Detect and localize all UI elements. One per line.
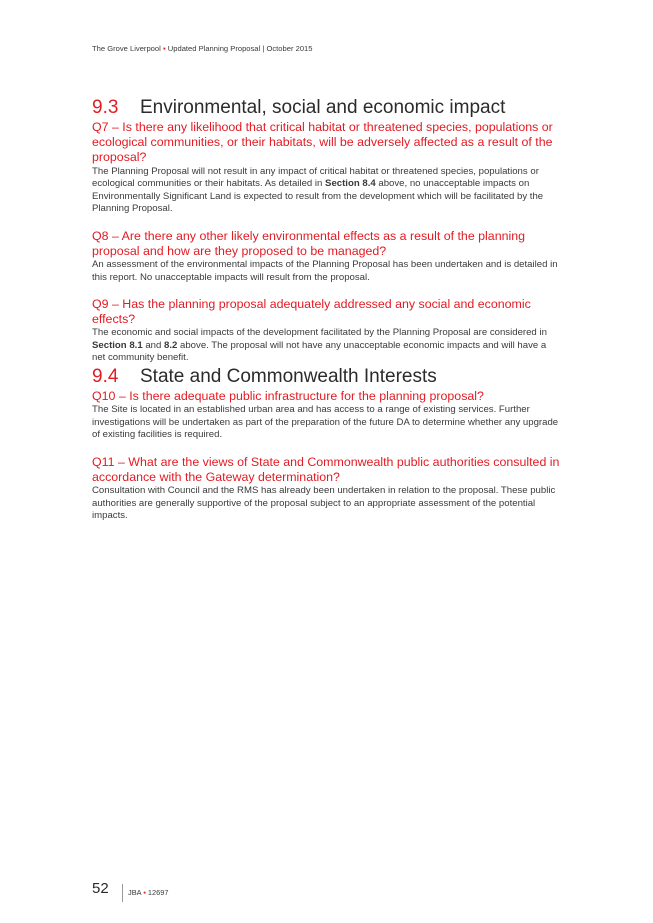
answer-q10: The Site is located in an established urban area and has access to a range of existing services. Further investigations will be undertaken as part of the preparation of the future DA to determine whether any upgrade of existing facilities is required.	[92, 404, 559, 441]
question-q7: Q7 – Is there any likelihood that critical habitat or threatened species, populations or ecological communities, or their habitats, will be adversely affected as a result of the proposal?	[92, 120, 553, 165]
answer-text: The economic and social impacts of the development facilitated by the Planning Proposal are considered in	[92, 327, 547, 339]
running-header	[92, 44, 312, 53]
header-project: The Grove Liverpool	[92, 44, 161, 53]
header-doc-title: Updated Planning Proposal	[167, 44, 261, 53]
footer-ref-number: 12697	[147, 888, 169, 897]
question-q9: Q9 – Has the planning proposal adequately addressed any social and economic effects?	[92, 297, 531, 327]
question-q8: Q8 – Are there any other likely environmental effects as a result of the planning proposal and how are they proposed to be managed?	[92, 228, 526, 258]
answer-text: above, no unacceptable impacts on Environmentally Significant Land is expected to result from the development which will be facilitated by the Planning Proposal.	[92, 178, 544, 215]
answer-text: The Planning Proposal will not result in any impact of critical habitat or threatened species, populations or ecological communities or their habitats. As detailed in	[92, 165, 539, 190]
footer-separator: ▪	[143, 888, 146, 897]
header-separator: ▪	[162, 44, 166, 53]
section-reference: Section 8.1	[92, 339, 143, 351]
answer-q8: An assessment of the environmental impacts of the Planning Proposal has been undertaken and is detailed in this report. No unacceptable impacts will result from the proposal.	[92, 259, 558, 283]
page-number: 52	[92, 880, 109, 897]
spacer	[92, 216, 562, 229]
question-q10: Q10 – Is there adequate public infrastructure for the planning proposal?	[92, 388, 484, 403]
section-reference: Section 8.4	[325, 178, 376, 190]
spacer	[92, 284, 562, 297]
section-heading-9-3	[92, 96, 562, 120]
header-date: October 2015	[266, 44, 313, 53]
main-content	[92, 96, 562, 523]
answer-text: and	[142, 339, 164, 351]
section-title: Environmental, social and economic impact	[140, 97, 506, 118]
section-heading-9-4	[92, 365, 562, 389]
answer-q11: Consultation with Council and the RMS has already been undertaken in relation to the proposal. These public authorities are generally supportive of the proposal subject to an appropriate assessment of the potential impacts.	[92, 485, 556, 522]
footer-reference	[128, 888, 168, 897]
answer-text: above. The proposal will not have any unacceptable economic impacts and will have a net community benefit.	[92, 339, 547, 364]
section-number: 9.4	[92, 365, 119, 387]
answer-q9	[92, 327, 562, 365]
section-number: 9.3	[92, 97, 119, 118]
footer-org: JBA	[128, 888, 142, 897]
header-divider: |	[262, 44, 265, 53]
section-reference: 8.2	[164, 339, 178, 351]
section-title: State and Commonwealth Interests	[140, 365, 437, 387]
spacer	[92, 442, 562, 455]
question-q11: Q11 – What are the views of State and Commonwealth public authorities consulted in accordance with the Gateway determination?	[92, 454, 560, 484]
answer-q7	[92, 166, 562, 216]
footer-divider	[122, 884, 123, 902]
